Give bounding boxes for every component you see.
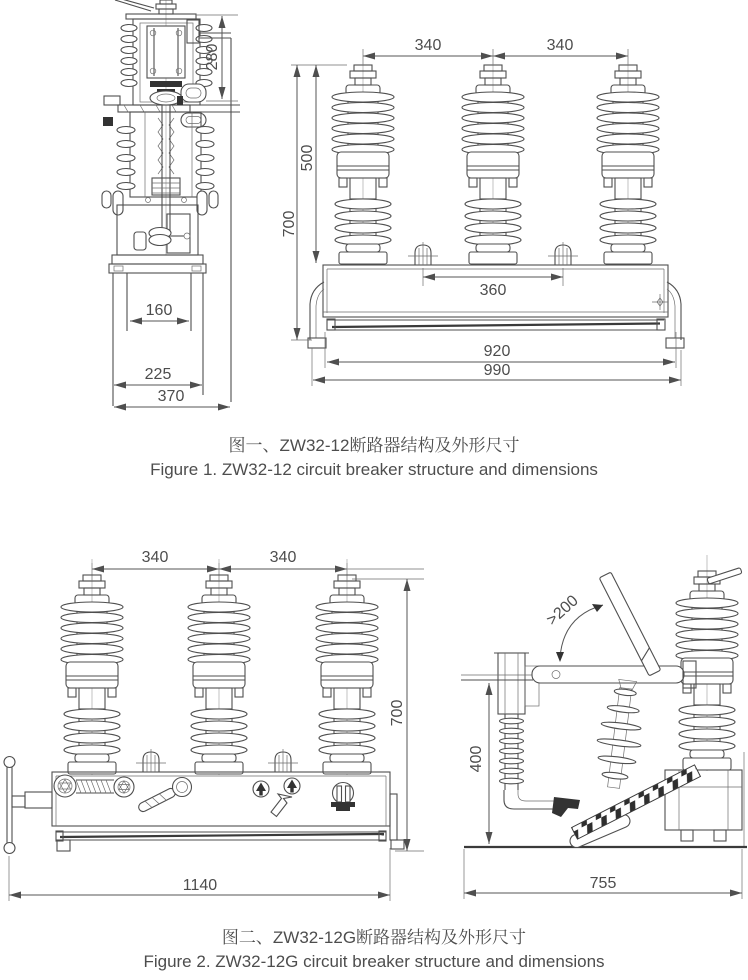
- figure2-caption-en: Figure 2. ZW32-12G circuit breaker structure and dimensions: [143, 952, 605, 971]
- dim-400: 400: [468, 745, 485, 773]
- dim-990: 990: [483, 362, 511, 379]
- dim-700: 700: [281, 210, 298, 238]
- dim-160: 160: [145, 302, 173, 319]
- dim-360: 360: [479, 282, 507, 299]
- dim-920: 920: [483, 343, 511, 360]
- dim-755: 755: [589, 875, 617, 892]
- figure1-caption-cn: 图一、ZW32-12断路器结构及外形尺寸: [228, 436, 520, 455]
- dim-340-right-2: 340: [269, 549, 297, 566]
- dim-340-left-2: 340: [141, 549, 169, 566]
- dim-225: 225: [144, 366, 172, 383]
- dim-340-right: 340: [546, 37, 574, 54]
- dim-370: 370: [157, 388, 185, 405]
- fig1-front-view: [291, 49, 684, 386]
- dim-gt200: >200: [543, 592, 582, 630]
- dim-500: 500: [299, 144, 316, 172]
- fig2-front-view: [4, 559, 424, 901]
- dim-700-2: 700: [389, 699, 406, 727]
- figure1-caption-en: Figure 1. ZW32-12 circuit breaker structure and dimensions: [150, 460, 598, 479]
- figure2-caption-cn: 图二、ZW32-12G断路器结构及外形尺寸: [221, 928, 527, 947]
- dim-340-left: 340: [414, 37, 442, 54]
- dim-1140: 1140: [182, 877, 218, 894]
- fig2-side-view: [461, 555, 747, 899]
- figure1-drawing: [0, 0, 748, 420]
- figure2-drawing: [0, 540, 748, 980]
- dim-280: 280: [204, 43, 221, 71]
